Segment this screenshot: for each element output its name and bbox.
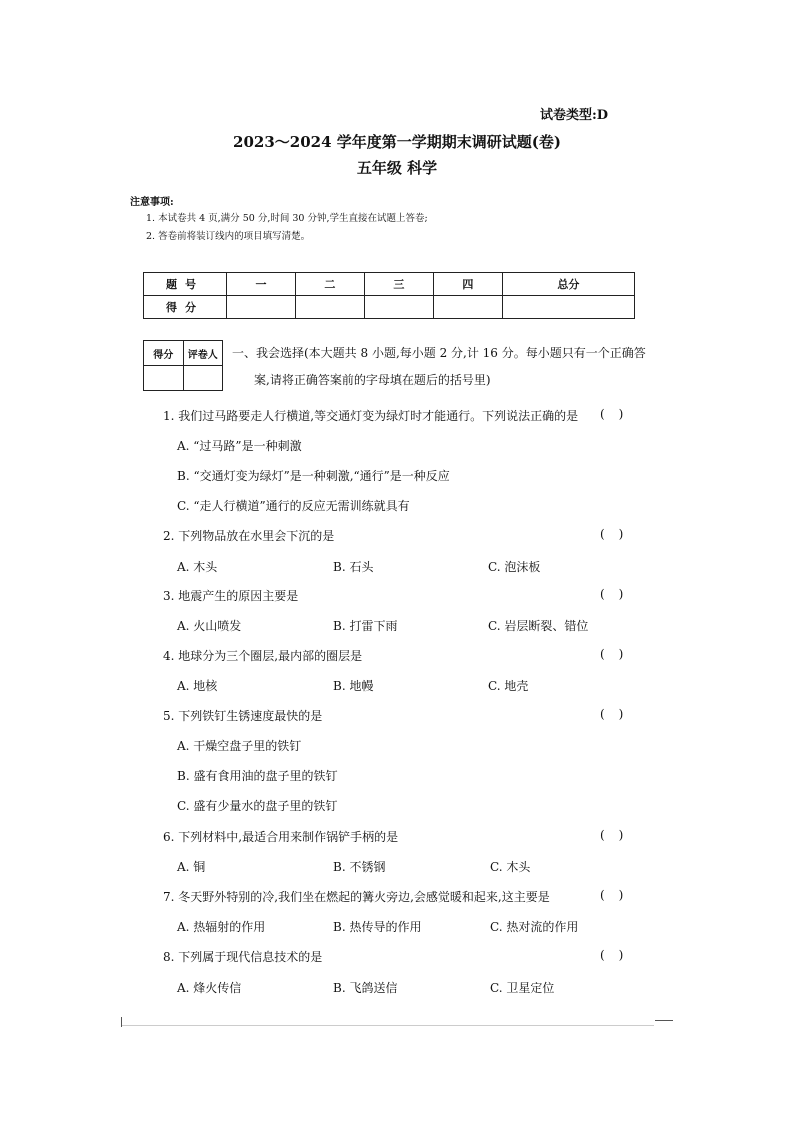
question-8-option-a: A. 烽火传信: [177, 981, 242, 995]
question-4-option-b: B. 地幔: [333, 679, 374, 693]
score-table-cell: 三: [364, 273, 433, 296]
section-1-heading: 一、我会选择(本大题共 8 小题,每小题 2 分,计 16 分。每小题只有一个正确答: [232, 346, 646, 360]
answer-bracket[interactable]: (): [600, 828, 638, 842]
score-input-cell[interactable]: [433, 296, 502, 319]
question-7-stem: 7. 冬天野外特别的冷,我们坐在燃起的篝火旁边,会感觉暖和起来,这主要是: [163, 890, 550, 904]
score-input-cell[interactable]: [364, 296, 433, 319]
answer-bracket[interactable]: (): [600, 647, 638, 661]
notes-heading: 注意事项:: [130, 197, 174, 208]
exam-subtitle: 五年级 科学: [356, 159, 438, 177]
exam-title: 2023～2024 学年度第一学期期末调研试题(卷): [233, 133, 561, 151]
question-1-option-c: C. “走人行横道”通行的反应无需训练就具有: [177, 499, 410, 513]
question-3-stem: 3. 地震产生的原因主要是: [163, 589, 299, 603]
question-7-option-c: C. 热对流的作用: [490, 920, 579, 934]
question-4-stem: 4. 地球分为三个圈层,最内部的圈层是: [163, 649, 363, 663]
grader-score-label: 得分: [144, 341, 184, 366]
question-2-option-b: B. 石头: [333, 560, 374, 574]
answer-bracket[interactable]: (): [600, 407, 638, 421]
question-2-option-c: C. 泡沫板: [488, 560, 541, 574]
section-1-heading-cont: 案,请将正确答案前的字母填在题后的括号里): [254, 373, 491, 387]
question-5-option-a: A. 干燥空盘子里的铁钉: [177, 739, 302, 753]
question-3-option-c: C. 岩层断裂、错位: [488, 619, 589, 633]
page-bottom-rule: [122, 1025, 654, 1026]
grader-name-label: 评卷人: [183, 341, 223, 366]
question-8-stem: 8. 下列属于现代信息技术的是: [163, 950, 323, 964]
question-3-option-a: A. 火山喷发: [177, 619, 242, 633]
question-6-option-a: A. 铜: [177, 860, 206, 874]
score-table-score-row: [144, 296, 635, 319]
crop-mark-left: [121, 1017, 122, 1027]
question-1-stem: 1. 我们过马路要走人行横道,等交通灯变为绿灯时才能通行。下列说法正确的是: [163, 409, 579, 423]
question-3-option-b: B. 打雷下雨: [333, 619, 398, 633]
question-5-option-c: C. 盛有少量水的盘子里的铁钉: [177, 799, 338, 813]
crop-mark-right: [655, 1020, 673, 1021]
question-1-option-b: B. “交通灯变为绿灯”是一种刺激,“通行”是一种反应: [177, 469, 450, 483]
note-item-1: 1. 本试卷共 4 页,满分 50 分,时间 30 分钟,学生直接在试题上答卷;: [146, 213, 428, 224]
score-table: [143, 272, 635, 319]
score-input-cell[interactable]: [295, 296, 364, 319]
grader-name-cell[interactable]: [183, 366, 223, 391]
question-5-option-b: B. 盛有食用油的盘子里的铁钉: [177, 769, 338, 783]
score-input-cell[interactable]: [227, 296, 296, 319]
answer-bracket[interactable]: (): [600, 948, 638, 962]
question-4-option-a: A. 地核: [177, 679, 218, 693]
question-8-option-c: C. 卫星定位: [490, 981, 555, 995]
grader-score-cell[interactable]: [144, 366, 184, 391]
answer-bracket[interactable]: (): [600, 707, 638, 721]
score-table-cell: 四: [433, 273, 502, 296]
score-table-cell: 得分: [144, 296, 227, 319]
question-2-stem: 2. 下列物品放在水里会下沉的是: [163, 529, 335, 543]
score-input-cell[interactable]: [502, 296, 634, 319]
question-2-option-a: A. 木头: [177, 560, 218, 574]
score-table-cell: 总分: [502, 273, 634, 296]
score-table-cell: 二: [295, 273, 364, 296]
answer-bracket[interactable]: (): [600, 527, 638, 541]
question-6-option-b: B. 不锈钢: [333, 860, 386, 874]
answer-bracket[interactable]: (): [600, 587, 638, 601]
question-1-option-a: A. “过马路”是一种刺激: [177, 439, 302, 453]
score-table-cell: 一: [227, 273, 296, 296]
paper-type-label: 试卷类型:D: [540, 108, 609, 123]
note-item-2: 2. 答卷前将装订线内的项目填写清楚。: [146, 231, 311, 242]
question-8-option-b: B. 飞鸽送信: [333, 981, 398, 995]
score-table-header-row: [144, 273, 635, 296]
score-table-cell: 题号: [144, 273, 227, 296]
question-5-stem: 5. 下列铁钉生锈速度最快的是: [163, 709, 323, 723]
answer-bracket[interactable]: (): [600, 888, 638, 902]
question-7-option-a: A. 热辐射的作用: [177, 920, 266, 934]
grader-box: [143, 340, 223, 391]
question-6-option-c: C. 木头: [490, 860, 531, 874]
question-6-stem: 6. 下列材料中,最适合用来制作锅铲手柄的是: [163, 830, 399, 844]
question-4-option-c: C. 地壳: [488, 679, 529, 693]
question-7-option-b: B. 热传导的作用: [333, 920, 422, 934]
